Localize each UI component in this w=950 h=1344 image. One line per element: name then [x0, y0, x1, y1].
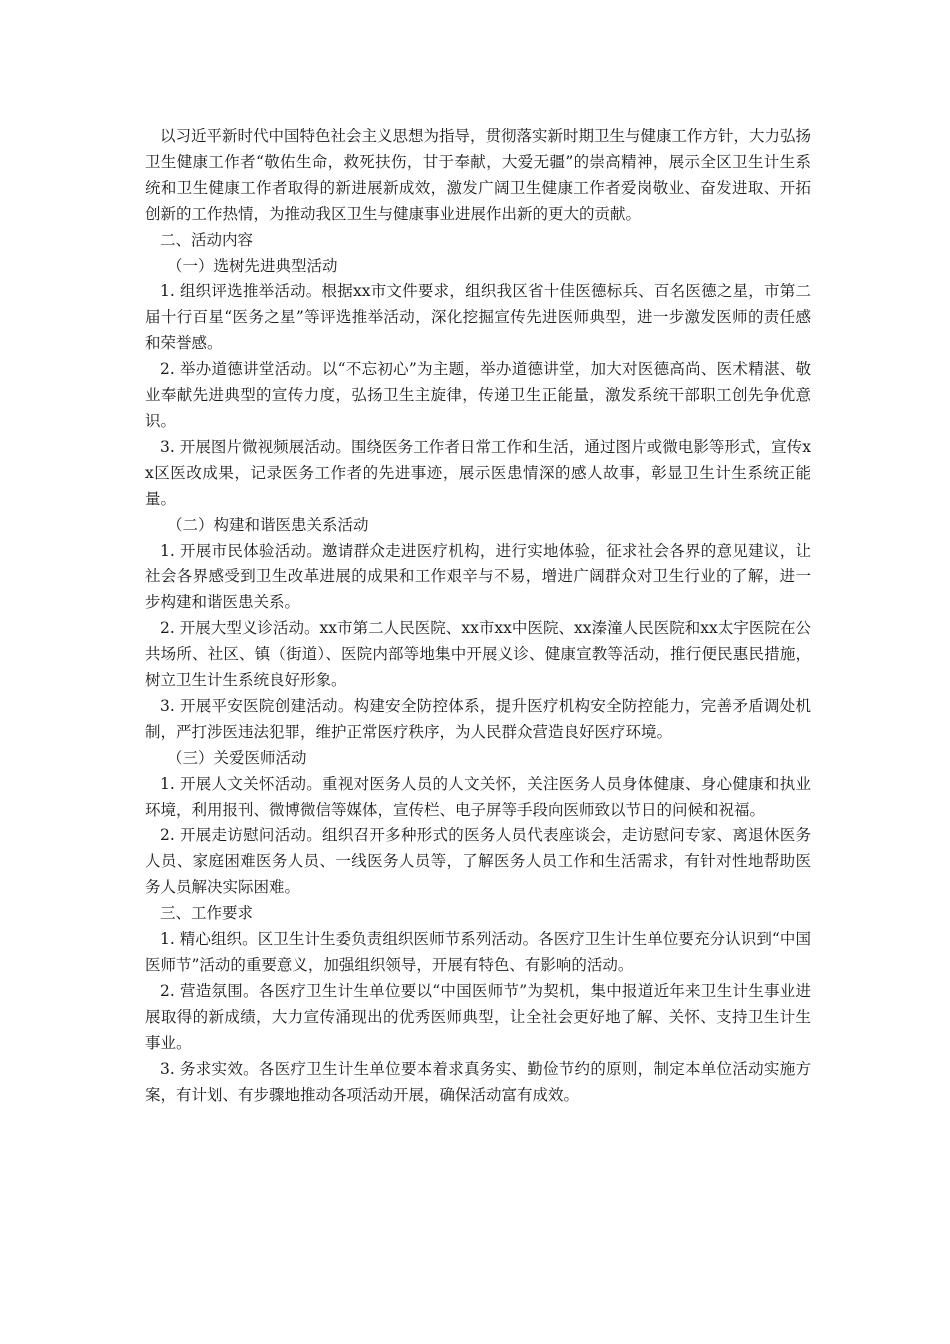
list-item: 1. 组织评选推举活动。根据xx市文件要求，组织我区省十佳医德标兵、百名医德之星，市第二届十行百星“医务之星”等评选推举活动，深化挖掘宣传先进医师典型，进一步激发医师的责任感和荣誉感。 — [145, 282, 811, 353]
document-body — [145, 124, 811, 1108]
list-item: 1. 精心组织。区卫生计生委负责组织医师节系列活动。各医疗卫生计生单位要充分认识到“中国医师节”活动的重要意义，加强组织领导，开展有特色、有影响的活动。 — [145, 930, 811, 974]
list-item: 3. 开展平安医院创建活动。构建安全防控体系，提升医疗机构安全防控能力，完善矛盾调处机制，严打涉医违法犯罪，维护正常医疗秩序，为人民群众营造良好医疗环境。 — [145, 696, 811, 741]
list-item: 3. 务求实效。各医疗卫生计生单位要本着求真务实、勤俭节约的原则，制定本单位活动实施方案，有计划、有步骤地推动各项活动开展，确保活动富有成效。 — [145, 1059, 811, 1104]
subsection-heading: （二）构建和谐医患关系活动 — [167, 515, 369, 534]
intro-paragraph: 以习近平新时代中国特色社会主义思想为指导，贯彻落实新时期卫生与健康工作方针，大力弘扬卫生健康工作者“敬佑生命，救死扶伤，甘于奉献，大爱无疆”的崇高精神，展示全区卫生计生系统和卫生健康工作者取得的新进展新成效，激发广阔卫生健康工作者爱岗敬业、奋发进取、开拓创新的工作热情，为推动我区卫生与健康事业进展作出新的更大的贡献。 — [145, 127, 812, 223]
subsection-heading: （三）关爱医师活动 — [167, 748, 307, 767]
list-item: 2. 开展走访慰问活动。组织召开多种形式的医务人员代表座谈会，走访慰问专家、离退休医务人员、家庭困难医务人员、一线医务人员等，了解医务人员工作和生活需求，有针对性地帮助医务人员解决实际困难。 — [145, 826, 811, 897]
subsection-heading: （一）选树先进典型活动 — [167, 256, 338, 275]
section-heading: 二、活动内容 — [160, 230, 254, 249]
list-item: 1. 开展人文关怀活动。重视对医务人员的人文关怀，关注医务人员身体健康、身心健康和执业环境，利用报刊、微博微信等媒体，宣传栏、电子屏等手段向医师致以节日的问候和祝福。 — [145, 774, 811, 819]
list-item: 2. 开展大型义诊活动。xx市第二人民医院、xx市xx中医院、xx溱潼人民医院和xx太宇医院在公共场所、社区、镇（街道）、医院内部等地集中开展义诊、健康宣教等活动，推行便民惠民措施，树立卫生计生系统良好形象。 — [145, 619, 811, 690]
list-item: 2. 营造氛围。各医疗卫生计生单位要以“中国医师节”为契机，集中报道近年来卫生计生事业进展取得的新成绩，大力宣传涌现出的优秀医师典型，让全社会更好地了解、关怀、支持卫生计生事业。 — [145, 981, 811, 1052]
list-item: 1. 开展市民体验活动。邀请群众走进医疗机构，进行实地体验，征求社会各界的意见建议，让社会各界感受到卫生改革进展的成果和工作艰辛与不易，增进广阔群众对卫生行业的了解，进一步构建和谐医患关系。 — [145, 541, 811, 612]
list-item: 2. 举办道德讲堂活动。以“不忘初心”为主题，举办道德讲堂，加大对医德高尚、医术精湛、敬业奉献先进典型的宣传力度，弘扬卫生主旋律，传递卫生正能量，激发系统干部职工创先争优意识。 — [145, 360, 811, 430]
section-heading: 三、工作要求 — [160, 904, 254, 923]
list-item: 3. 开展图片微视频展活动。围绕医务工作者日常工作和生活，通过图片或微电影等形式，宣传xx区医改成果，记录医务工作者的先进事迹，展示医患情深的感人故事，彰显卫生计生系统正能量。 — [145, 437, 811, 508]
